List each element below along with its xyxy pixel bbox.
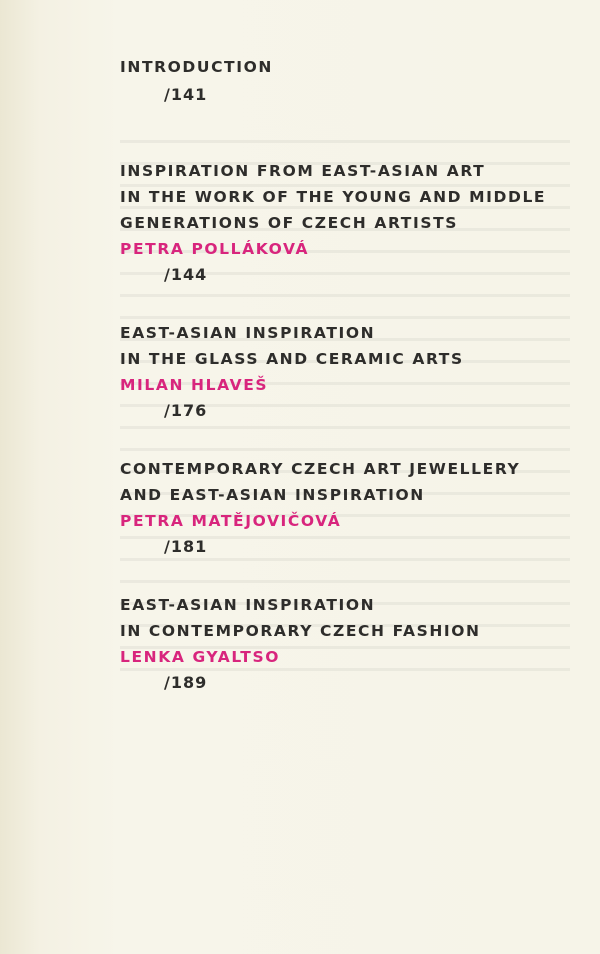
- toc-entry: [120, 320, 580, 424]
- toc-page-number: /181: [164, 537, 208, 556]
- toc-title-line: GENERATIONS OF CZECH ARTISTS: [120, 214, 459, 232]
- toc-entry-introduction: [120, 54, 580, 108]
- toc-title-line: IN THE GLASS AND CERAMIC ARTS: [120, 350, 464, 368]
- toc-page-number: /176: [164, 401, 208, 420]
- toc-page-number: /144: [164, 265, 208, 284]
- toc-title-line: AND EAST-ASIAN INSPIRATION: [120, 486, 425, 504]
- toc-title-line: CONTEMPORARY CZECH ART JEWELLERY: [120, 460, 521, 478]
- toc-title-line: INSPIRATION FROM EAST-ASIAN ART: [120, 162, 486, 180]
- toc-title-line: EAST-ASIAN INSPIRATION: [120, 324, 376, 342]
- toc-page-number: /141: [164, 85, 208, 104]
- toc-entry: [120, 456, 580, 560]
- toc-title-line: IN CONTEMPORARY CZECH FASHION: [120, 622, 481, 640]
- table-of-contents: [120, 54, 580, 728]
- toc-entry: [120, 592, 580, 696]
- toc-entry: [120, 158, 580, 288]
- toc-title-line: EAST-ASIAN INSPIRATION: [120, 596, 376, 614]
- toc-author: PETRA MATĚJOVIČOVÁ: [120, 512, 342, 530]
- toc-author: LENKA GYALTSO: [120, 648, 280, 666]
- toc-title-line: IN THE WORK OF THE YOUNG AND MIDDLE: [120, 188, 547, 206]
- toc-author: PETRA POLLÁKOVÁ: [120, 240, 310, 258]
- toc-title: INTRODUCTION: [120, 58, 273, 76]
- toc-page-number: /189: [164, 673, 208, 692]
- toc-author: MILAN HLAVEŠ: [120, 376, 269, 394]
